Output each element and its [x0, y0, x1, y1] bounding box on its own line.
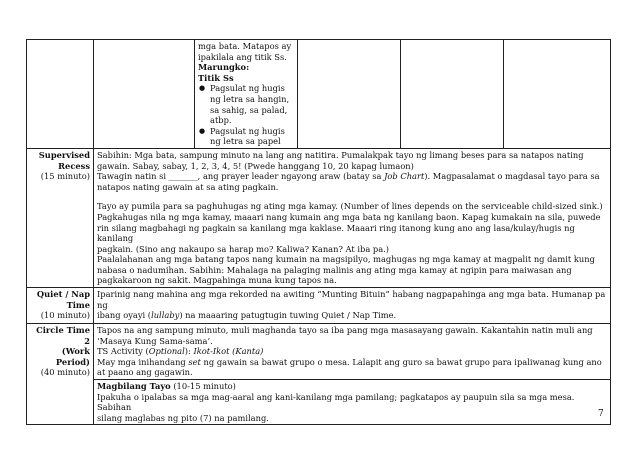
empty-cell [94, 40, 195, 149]
text-line: Pagkahugas nila ng mga kamay, maaari nang kumain ang mga bata ng kanilang baon. Kapag kumakain na sila, puwede [97, 211, 601, 222]
text-line: May mga inihandang set ng gawain sa bawat grupo o mesa. Lalapit ang guro sa bawat grupo para ipaliwanag kung ano [97, 356, 602, 367]
text-line: ibang oyayi (lullaby) na maaaring patugtugin tuwing Quiet / Nap Time. [97, 310, 397, 321]
text-line: TS Activity (Optional): Ikot-Ikot (Kanta) [97, 346, 264, 357]
text-line: gawain. Sabay, sabay, 1, 2, 3, 4, 5! (Pwede hanggang 10, 20 kapag lumaon) [97, 160, 414, 171]
quiet-row [27, 288, 611, 324]
circle-content [94, 324, 611, 380]
empty-cell [298, 40, 401, 149]
empty-cell [504, 40, 611, 149]
text-line: rin silang magbahagi ng pagkain sa kanilang mga kaklase. Maaari ring itanong kung ano ang lasa/kulay/hugis ng kanilang [97, 222, 575, 244]
text-line: Paalalahanan ang mga batang tapos nang kumain na magsipilyo, maghugas ng mga kamay at magpalit ng damit kung [97, 254, 595, 265]
magbilang-content [94, 380, 611, 425]
row-label: Supervised Recess (15 minuto) [27, 148, 94, 287]
empty-cell [401, 40, 504, 149]
empty-cell [27, 40, 94, 149]
top-row [27, 40, 611, 149]
text-line: ipakilala ang titik Ss. [198, 51, 287, 62]
text-line: mga bata. Matapos ay [198, 41, 292, 51]
text-line: natapos nating gawain at sa ating pagkain. [97, 181, 279, 192]
activity-cell [195, 40, 298, 149]
recess-content [94, 148, 611, 287]
text-line: Iparinig nang mahina ang mga rekorded na awiting “Munting Bituin” habang nagpapahinga ang mga bata. Humanap pa ng [97, 289, 606, 310]
row-label: Circle Time 2 (Work Period) (40 minuto) [27, 324, 94, 425]
titik-heading: Titik Ss [198, 72, 234, 83]
bullet-item: ● Pagsulat ng hugis ng letra sa hangin, sa sahig, sa palad, atbp. [198, 83, 294, 125]
duration: (10 minuto) [40, 310, 90, 321]
text-line: Tawagin natin si _______, ang prayer leader ngayong araw (batay sa Job Chart). Magpasalamat o magdasal tayo para sa [97, 171, 600, 182]
text-line: ‘Masaya Kung Sama-sama’. [97, 335, 213, 346]
circle-row [27, 324, 611, 380]
text-line: pagkakaroon ng sakit. Magpahinga muna kung tapos na. [97, 275, 337, 286]
page-number: 7 [598, 409, 604, 419]
text-line: nabasa o nadumihan. Sabihin: Mahalaga na palaging malinis ang ating mga kamay at ngipin para maiwasan ang [97, 264, 572, 275]
row-label: Quiet / Nap Time (10 minuto) [27, 288, 94, 324]
magbilang-row [27, 380, 611, 425]
text-line: Tapos na ang sampung minuto, muli maghanda tayo sa iba pang mga masasayang gawain. Kakantahin natin muli ang [97, 325, 593, 336]
lesson-plan-table [26, 39, 611, 425]
text-line: silang maglabas ng pito (7) na pamilang. [97, 412, 269, 423]
duration: (40 minuto) [40, 367, 90, 378]
bullet-item: ● Pagsulat ng hugis ng letra sa papel [198, 126, 294, 147]
text-line: Magbilang Tayo (10-15 minuto) [97, 381, 236, 392]
quiet-content [94, 288, 611, 324]
text-line: at paano ang gagawin. [97, 367, 193, 378]
recess-row [27, 148, 611, 287]
marungko-heading: Marungko: [198, 62, 250, 73]
text-line: Ipakuha o ipalabas sa mga mag-aaral ang kani-kanilang mga pamilang; pagkatapos ay paupuin sila sa mga mesa. Sabihan [97, 391, 575, 413]
text-line: pagkain. (Sino ang nakaupo sa harap mo? Kaliwa? Kanan? At iba pa.) [97, 243, 390, 254]
text-line: Tayo ay pumila para sa paghuhugas ng ating mga kamay. (Number of lines depends on the serviceable child-sized sink.) [97, 201, 603, 212]
duration: (15 minuto) [40, 171, 90, 182]
text-line: Sabihin: Mga bata, sampung minuto na lang ang natitira. Pumalakpak tayo ng limang beses para sa natapos nating [97, 149, 584, 160]
